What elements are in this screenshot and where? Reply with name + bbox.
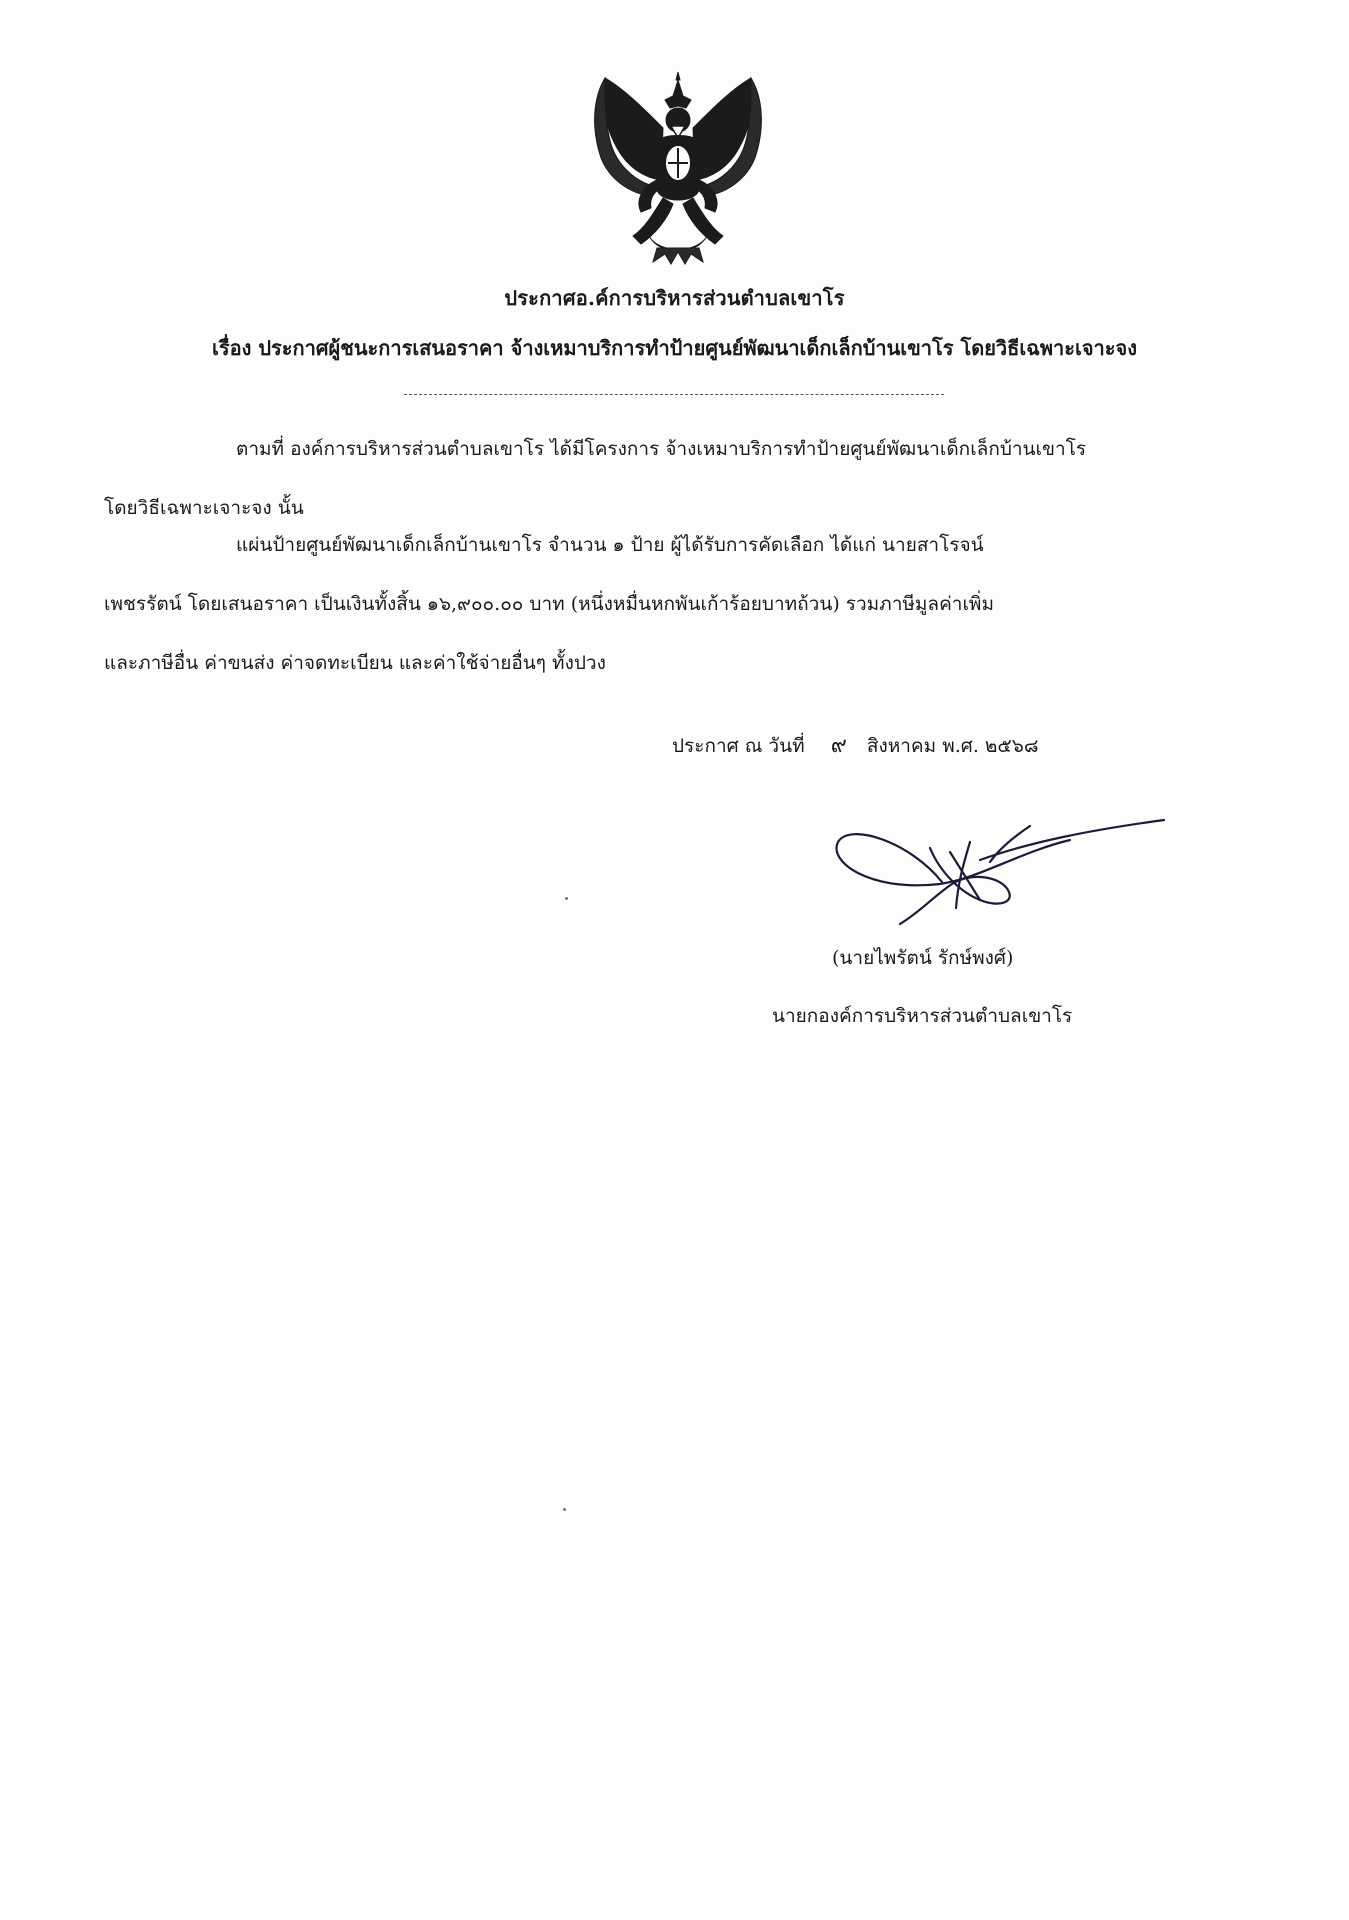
paragraph-winner bbox=[104, 516, 1229, 693]
paragraph-line: โดยวิธีเฉพาะเจาะจง นั้น bbox=[104, 497, 304, 519]
handwritten-signature bbox=[830, 812, 1170, 932]
title-divider bbox=[404, 394, 944, 395]
announcement-subject: เรื่อง ประกาศผู้ชนะการเสนอราคา จ้างเหมาบริการทำป้ายศูนย์พัฒนาเด็กเล็กบ้านเขาโร โดยวิธีเฉพาะเจาะจง bbox=[212, 336, 1137, 360]
scan-speck bbox=[565, 897, 568, 900]
paragraph-line: ตามที่ องค์การบริหารส่วนตำบลเขาโร ได้มีโครงการ จ้างเหมาบริการทำป้ายศูนย์พัฒนาเด็กเล็กบ้านเขาโร bbox=[236, 438, 1087, 460]
paragraph-line: เพชรรัตน์ โดยเสนอราคา เป็นเงินทั้งสิ้น ๑๖,๙๐๐.๐๐ บาท (หนึ่งหมื่นหกพันเก้าร้อยบาทถ้วน) รวมภาษีมูลค่าเพิ่ม bbox=[104, 593, 994, 615]
announcement-title: ประกาศอ.ค์การบริหารส่วนตำบลเขาโร bbox=[504, 286, 845, 310]
paragraph-line: แผ่นป้ายศูนย์พัฒนาเด็กเล็กบ้านเขาโร จำนวน ๑ ป้าย ผู้ได้รับการคัดเลือก ได้แก่ นายสาโรจน์ bbox=[236, 534, 984, 556]
date-prefix: ประกาศ ณ วันที่ bbox=[672, 735, 805, 757]
date-month-year: สิงหาคม พ.ศ. ๒๕๖๘ bbox=[866, 735, 1039, 757]
garuda-emblem-icon bbox=[583, 68, 773, 268]
signatory-title: นายกองค์การบริหารส่วนตำบลเขาโร bbox=[772, 1005, 1073, 1027]
signatory-name: (นายไพรัตน์ รักษ์พงศ์) bbox=[832, 947, 1014, 969]
scan-speck bbox=[563, 1508, 566, 1511]
announcement-date bbox=[672, 727, 1039, 762]
paragraph-line: และภาษีอื่น ค่าขนส่ง ค่าจดทะเบียน และค่าใช้จ่ายอื่นๆ ทั้งปวง bbox=[104, 652, 606, 674]
date-day: ๙ bbox=[830, 733, 847, 758]
